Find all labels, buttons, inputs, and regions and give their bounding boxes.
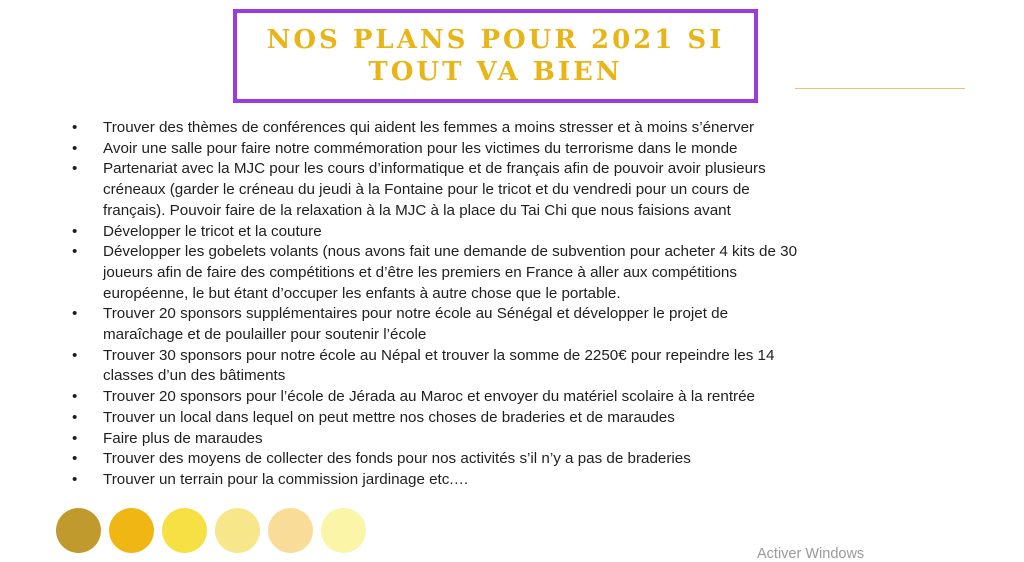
- bullet-icon: •: [72, 429, 78, 447]
- list-item-text-line: Trouver un terrain pour la commission jardinage etc.…: [103, 470, 469, 488]
- list-item: [72, 139, 992, 160]
- bullet-icon: •: [72, 346, 78, 364]
- list-item: [72, 346, 992, 387]
- decorative-circle: [109, 508, 154, 553]
- list-item-text-line: Faire plus de maraudes: [103, 429, 263, 447]
- list-item: [72, 304, 992, 345]
- list-item-text-line: Trouver 30 sponsors pour notre école au Népal et trouver la somme de 2250€ pour repeindre les 14: [103, 346, 775, 364]
- decorative-circles: [56, 508, 366, 553]
- list-item: [72, 449, 992, 470]
- list-item: [72, 429, 992, 450]
- bullet-icon: •: [72, 119, 78, 136]
- list-item-text-line: Trouver 20 sponsors pour l’école de Jérada au Maroc et envoyer du matériel scolaire à la rentrée: [103, 388, 755, 406]
- list-item: [72, 118, 992, 139]
- bullet-icon: •: [72, 470, 78, 488]
- list-item: [72, 159, 992, 221]
- bullet-icon: •: [72, 243, 78, 261]
- list-item-text-line: européenne, le but étant d’occuper les enfants à autre chose que le portable.: [103, 284, 621, 302]
- list-item: [72, 408, 992, 429]
- list-item: [72, 470, 992, 491]
- activate-windows-watermark: Activer Windows: [757, 546, 865, 562]
- decorative-circle: [268, 508, 313, 553]
- list-item: [72, 222, 992, 243]
- decorative-circle: [321, 508, 366, 553]
- list-item: [72, 387, 992, 408]
- list-item-text-line: Avoir une salle pour faire notre commémoration pour les victimes du terrorisme dans le monde: [103, 139, 738, 157]
- bullet-icon: •: [72, 139, 78, 157]
- bullet-icon: •: [72, 305, 78, 323]
- bullet-icon: •: [72, 450, 78, 468]
- bullet-icon: •: [72, 388, 78, 406]
- list-item-text-line: maraîchage et de poulailler pour soutenir l’école: [103, 326, 427, 344]
- list-item-text-line: joueurs afin de faire des compétitions et d’être les premiers en France à aller aux compétitions: [103, 263, 737, 281]
- list-item-text-line: Trouver des moyens de collecter des fonds pour nos activités s’il n’y a pas de braderies: [103, 450, 691, 468]
- title-line-1: NOS PLANS POUR 2021 SI: [266, 25, 725, 55]
- list-item-text-line: Trouver 20 sponsors supplémentaires pour notre école au Sénégal et développer le projet de: [103, 305, 729, 323]
- bullet-icon: •: [72, 408, 78, 426]
- decorative-circle: [215, 508, 260, 553]
- list-item-text-line: créneaux (garder le créneau du jeudi à la Fontaine pour le tricot et du vendredi pour un cours de: [103, 181, 750, 199]
- title-box: [233, 9, 758, 103]
- list-item-text-line: Trouver un local dans lequel on peut mettre nos choses de braderies et de maraudes: [103, 408, 675, 426]
- list-item-text-line: Développer le tricot et la couture: [103, 222, 322, 240]
- list-item-text-line: Partenariat avec la MJC pour les cours d’informatique et de français afin de pouvoir avoir plusieurs: [103, 160, 766, 178]
- bullet-icon: •: [72, 222, 78, 240]
- title-line-2: TOUT VA BIEN: [368, 57, 623, 87]
- decorative-circle: [162, 508, 207, 553]
- decorative-circle: [56, 508, 101, 553]
- list-item-text-line: classes d’un des bâtiments: [103, 367, 286, 385]
- bullet-icon: •: [72, 160, 78, 178]
- list-item: [72, 242, 992, 304]
- decorative-line: [795, 88, 965, 89]
- list-item-text-line: Trouver des thèmes de conférences qui aident les femmes a moins stresser et à moins s’énerver: [103, 119, 755, 136]
- list-item-text-line: français). Pouvoir faire de la relaxation à la MJC à la place du Tai Chi que nous faisions avant: [103, 201, 731, 219]
- list-item-text-line: Développer les gobelets volants (nous avons fait une demande de subvention pour acheter 4 kits de 30: [103, 243, 798, 261]
- plans-list: [72, 118, 992, 491]
